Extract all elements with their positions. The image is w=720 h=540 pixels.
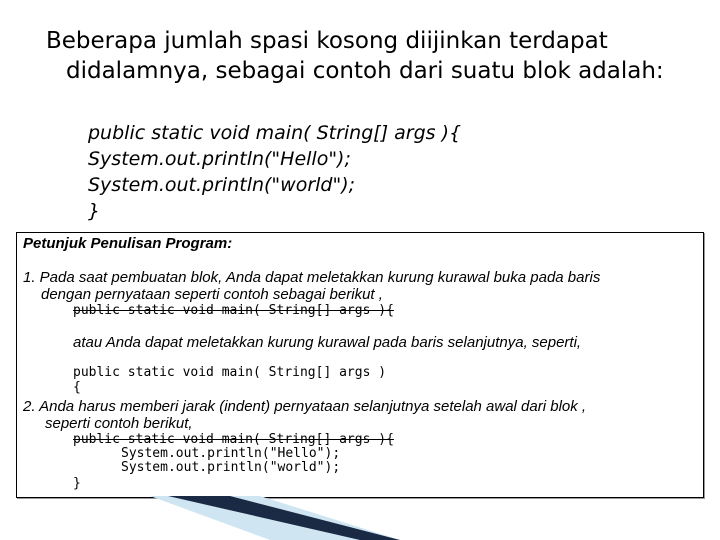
panel-title: Petunjuk Penulisan Program: — [23, 235, 233, 252]
code-3-line-1: public static void main( String[] args ){ — [73, 432, 394, 447]
code-2-line-1: public static void main( String[] args ) — [73, 365, 387, 380]
code-1: public static void main( String[] args ){ — [73, 303, 394, 318]
code-line: public static void main( String[] args ){ — [88, 122, 462, 144]
corner-decoration — [150, 496, 720, 540]
writing-guidelines-panel — [16, 232, 704, 498]
item-2-line-2: seperti contoh berikut, — [45, 415, 193, 432]
code-line: System.out.println("world"); — [88, 174, 356, 196]
code-example — [88, 120, 461, 224]
code-3-line-2: System.out.println("Hello"); — [121, 446, 341, 461]
item-1-line-2: dengan pernyataan seperti contoh sebagai berikut , — [41, 286, 383, 303]
item-1-alternative: atau Anda dapat meletakkan kurung kurawal pada baris selanjutnya, seperti, — [73, 334, 582, 351]
code-line: } — [88, 200, 101, 222]
code-line: System.out.println("Hello"); — [88, 148, 351, 170]
code-2-line-2: { — [73, 380, 81, 395]
intro-paragraph — [46, 26, 664, 86]
intro-line-2: didalamnya, sebagai contoh dari suatu blok adalah: — [66, 58, 664, 84]
code-3-line-4: } — [73, 476, 81, 491]
code-3-line-3: System.out.println("world"); — [121, 460, 341, 475]
item-1-line-1: 1. Pada saat pembuatan blok, Anda dapat meletakkan kurung kurawal buka pada baris — [23, 269, 601, 286]
item-2-line-1: 2. Anda harus memberi jarak (indent) pernyataan selanjutnya setelah awal dari blok , — [23, 398, 587, 415]
intro-line-1: Beberapa jumlah spasi kosong diijinkan terdapat — [46, 28, 608, 54]
